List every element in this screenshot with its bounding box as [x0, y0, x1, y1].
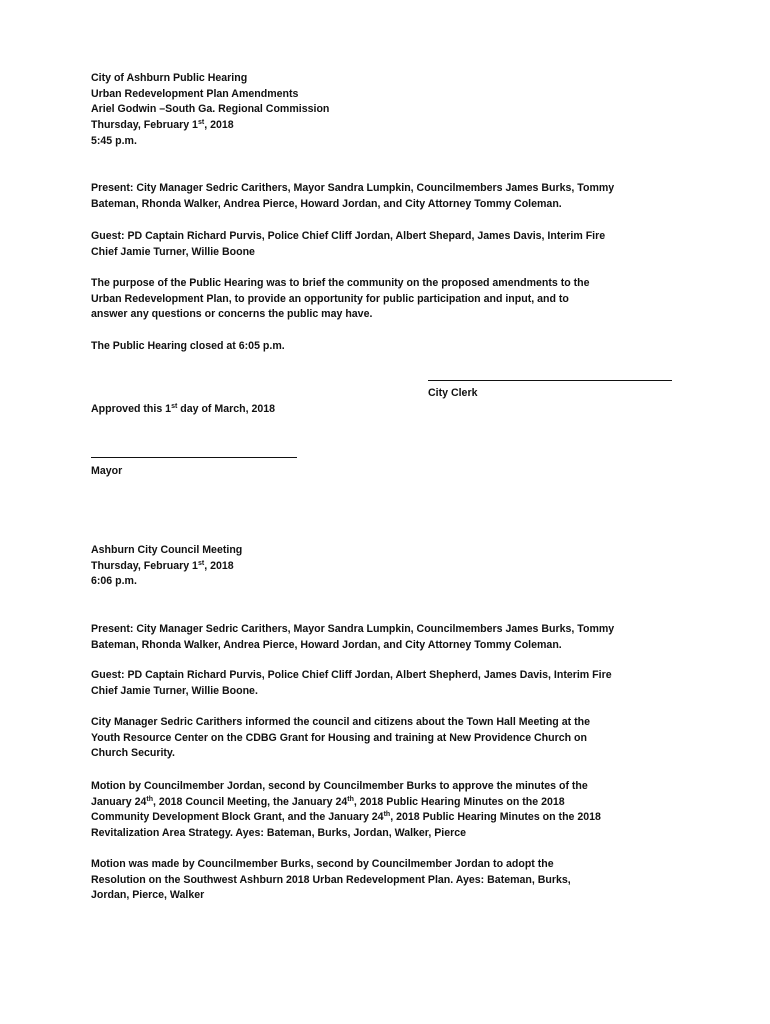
- motion-minutes-line-3-b: , 2018 Public Hearing Minutes on the 2018: [390, 811, 601, 824]
- manager-report-line-3: Church Security.: [91, 747, 175, 760]
- motion-minutes-line-3-sup: th: [383, 811, 391, 819]
- council-motion-minutes: [91, 779, 601, 842]
- hearing-guest-line-1: Guest: PD Captain Richard Purvis, Police Chief Cliff Jordan, Albert Shepard, James Davis, Interim Fire: [91, 230, 606, 242]
- motion-minutes-line-2-a: January 24: [91, 795, 147, 808]
- council-date-sup: st: [197, 559, 205, 567]
- council-date-year: , 2018: [204, 559, 234, 572]
- hearing-purpose-line-1: The purpose of the Public Hearing was to brief the community on the proposed amendments to the: [91, 277, 590, 289]
- council-time: 6:06 p.m.: [91, 575, 137, 588]
- motion-resolution-line-3: Jordan, Pierce, Walker: [91, 889, 205, 902]
- hearing-guests: [91, 229, 605, 260]
- approved-text: Approved this 1: [91, 403, 172, 415]
- hearing-time: 5:45 p.m.: [91, 134, 137, 147]
- council-date: [91, 559, 242, 575]
- council-motion-resolution: [91, 857, 571, 904]
- motion-minutes-line-2-b: , 2018 Council Meeting, the January 24: [152, 795, 348, 808]
- hearing-purpose-line-3: answer any questions or concerns the public may have.: [91, 308, 373, 321]
- hearing-date-year: , 2018: [204, 119, 234, 132]
- hearing-present-line-2: Bateman, Rhonda Walker, Andrea Pierce, Howard Jordan, and City Attorney Tommy Coleman.: [91, 197, 562, 210]
- council-title: Ashburn City Council Meeting: [91, 544, 243, 556]
- hearing-purpose-line-2: Urban Redevelopment Plan, to provide an opportunity for public participation and input, and to: [91, 292, 569, 305]
- mayor-label: Mayor: [91, 465, 123, 477]
- city-clerk-signature-line: [428, 380, 672, 381]
- hearing-header: [91, 71, 329, 150]
- council-guest-line-2: Chief Jamie Turner, Willie Boone.: [91, 684, 258, 697]
- motion-minutes-line-2-sup2: th: [347, 795, 354, 803]
- motion-minutes-line-2-sup: th: [146, 795, 153, 803]
- approved-sup: st: [171, 403, 178, 410]
- motion-resolution-line-1: Motion was made by Councilmember Burks, second by Councilmember Jordan to adopt the: [91, 858, 554, 870]
- council-present-line-1: Present: City Manager Sedric Carithers, Mayor Sandra Lumpkin, Councilmembers James Burks, Tommy: [91, 623, 615, 635]
- manager-report-line-2: Youth Resource Center on the CDBG Grant for Housing and training at New Providence Church on: [91, 731, 587, 744]
- mayor-signature-line: [91, 457, 297, 458]
- motion-resolution-line-2: Resolution on the Southwest Ashburn 2018 Urban Redevelopment Plan. Ayes: Bateman, Burks,: [91, 873, 571, 886]
- motion-minutes-line-3: [91, 810, 601, 826]
- council-guest-line-1: Guest: PD Captain Richard Purvis, Police Chief Cliff Jordan, Albert Shepherd, James Davis, Interim Fire: [91, 669, 612, 681]
- hearing-purpose: [91, 276, 590, 323]
- council-guests: [91, 668, 612, 699]
- council-date-text: Thursday, February 1: [91, 559, 198, 572]
- motion-minutes-line-3-a: Community Development Block Grant, and the January 24: [91, 811, 384, 824]
- manager-report-line-1: City Manager Sedric Carithers informed the council and citizens about the Town Hall Meeting at the: [91, 716, 590, 728]
- motion-minutes-line-2-c: , 2018 Public Hearing Minutes on the 2018: [353, 795, 565, 808]
- mayor-signature: [91, 449, 297, 480]
- motion-minutes-line-1: Motion by Councilmember Jordan, second by Councilmember Burks to approve the minutes of the: [91, 780, 588, 792]
- council-present: [91, 622, 614, 653]
- approved-suffix: day of March, 2018: [177, 403, 276, 415]
- hearing-title: City of Ashburn Public Hearing: [91, 72, 248, 84]
- hearing-date: [91, 118, 329, 134]
- approved-date: [91, 402, 275, 418]
- hearing-closed: The Public Hearing closed at 6:05 p.m.: [91, 340, 285, 352]
- hearing-guest-line-2: Chief Jamie Turner, Willie Boone: [91, 245, 255, 258]
- motion-minutes-line-4: Revitalization Area Strategy. Ayes: Bateman, Burks, Jordan, Walker, Pierce: [91, 827, 467, 840]
- motion-minutes-line-2: [91, 795, 601, 811]
- hearing-presenter: Ariel Godwin –South Ga. Regional Commission: [91, 103, 330, 116]
- council-manager-report: [91, 715, 590, 762]
- city-clerk-signature: [428, 371, 672, 402]
- council-present-line-2: Bateman, Rhonda Walker, Andrea Pierce, Howard Jordan, and City Attorney Tommy Coleman.: [91, 638, 562, 651]
- hearing-present: [91, 181, 614, 212]
- city-clerk-label: City Clerk: [428, 387, 478, 399]
- hearing-date-text: Thursday, February 1: [91, 119, 198, 132]
- hearing-present-line-1: Present: City Manager Sedric Carithers, Mayor Sandra Lumpkin, Councilmembers James Burks, Tommy: [91, 182, 615, 194]
- hearing-date-sup: st: [197, 119, 205, 127]
- hearing-subtitle: Urban Redevelopment Plan Amendments: [91, 87, 299, 100]
- council-header: [91, 543, 242, 590]
